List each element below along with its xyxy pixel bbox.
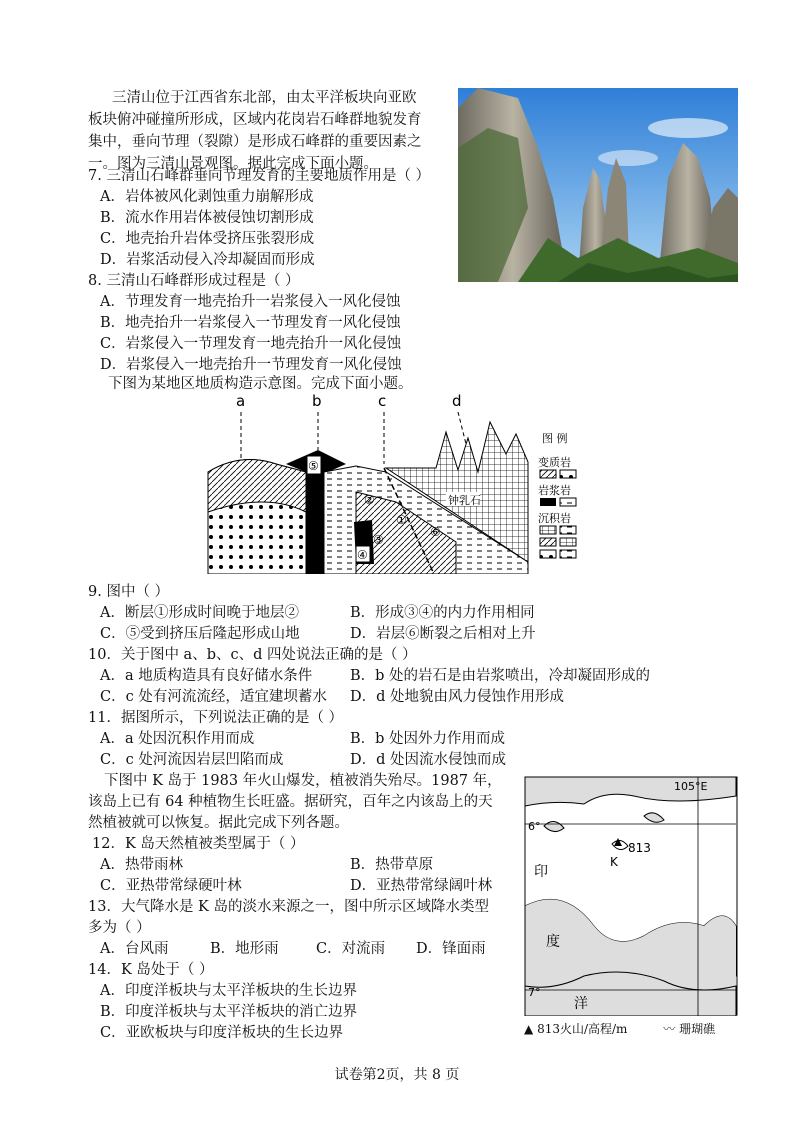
num-1: ① [396,513,407,527]
legend-magmatic: 岩浆岩 [538,484,571,497]
map-longitude: 105°E [674,780,708,793]
q11-option-a[interactable]: A．a 处因沉积作用而成 [100,731,255,747]
q11-stem: 11．据图所示，下列说法正确的是（ ） [88,710,344,726]
map-yang: 洋 [574,996,588,1012]
legend-title: 图 例 [542,432,568,445]
intro1-line: 集中，垂向节理（裂隙）是形成石峰群的重要因素之 [88,134,422,150]
q9-option-d[interactable]: D．岩层⑥断裂之后相对上升 [350,626,536,642]
q7-option-d[interactable]: D．岩浆活动侵入冷却凝固而形成 [100,252,315,268]
legend-metamorphic: 变质岩 [538,456,571,469]
q8-option-a[interactable]: A．节理发育一地壳抬升一岩浆侵入一风化侵蚀 [100,294,401,310]
label-d: d [452,392,462,410]
q12-option-b[interactable]: B．热带草原 [350,857,434,873]
q13-option-c[interactable]: C．对流雨 [316,941,386,957]
q10-option-c[interactable]: C．c 处有河流流经，适宜建坝蓄水 [100,689,327,705]
q8-option-b[interactable]: B．地壳抬升一岩浆侵入一节理发育一风化侵蚀 [100,315,401,331]
k-island-map [524,776,738,1016]
map-elevation: 813 [628,841,651,855]
q8-option-d[interactable]: D．岩浆侵入一地壳抬升一节理发育一风化侵蚀 [100,357,402,373]
num-5: ⑤ [308,459,319,473]
q9-option-b[interactable]: B．形成③④的内力作用相同 [350,605,535,621]
label-c: c [378,392,387,410]
num-3: ③ [373,533,384,547]
stalactite-label: 钟乳石 [448,494,481,507]
q13-option-a[interactable]: A．台风雨 [100,941,169,957]
q10-option-d[interactable]: D．d 处地貌由风力侵蚀作用形成 [350,689,565,705]
q11-option-b[interactable]: B．b 处因外力作用而成 [350,731,506,747]
intro1-line: 三清山位于江西省东北部，由太平洋板块向亚欧 [112,90,417,106]
q11-option-c[interactable]: C．c 处河流因岩层凹陷而成 [100,752,284,768]
q10-stem: 10．关于图中 a、b、c、d 四处说法正确的是（ ） [88,647,417,663]
q8-stem: 8. 三清山石峰群形成过程是（ ） [88,273,300,289]
q13-option-d[interactable]: D．锋面雨 [416,941,486,957]
label-a: a [236,392,246,410]
q10-option-a[interactable]: A．a 地质构造具有良好储水条件 [100,668,313,684]
reef-icon: 〰 [663,1022,676,1036]
intro2: 下图为某地区地质构造示意图。完成下面小题。 [108,376,413,392]
q14-stem: 14．K 岛处于（ ） [88,962,214,978]
num-4: ④ [357,548,368,562]
q10-option-b[interactable]: B．b 处的岩石是由岩浆喷出，冷却凝固形成的 [350,668,651,684]
q9-option-a[interactable]: A．断层①形成时间晚于地层② [100,605,299,621]
q7-option-b[interactable]: B．流水作用岩体被侵蚀切割形成 [100,210,314,226]
map-du: 度 [546,934,560,950]
q12-stem: 12．K 岛天然植被类型属于（ ） [92,836,305,852]
q7-stem: 7. 三清山石峰群垂向节理发育的主要地质作用是（ ） [88,168,431,184]
label-b: b [312,392,322,410]
q13-option-b[interactable]: B．地形雨 [210,941,279,957]
num-6: ⑥ [430,525,441,539]
sanqingshan-photo [458,88,738,282]
map-island-k: K [610,855,618,869]
q8-option-c[interactable]: C．岩浆侵入一节理发育一地壳抬升一风化侵蚀 [100,336,402,352]
num-2: ② [364,493,375,507]
q9-stem: 9. 图中（ ） [88,584,170,600]
map-yin: 印 [534,864,548,880]
q7-option-a[interactable]: A．岩体被风化剥蚀重力崩解形成 [100,189,314,205]
intro3-line: 下图中 K 岛于 1983 年火山爆发，植被消失殆尽。1987 年， [104,773,502,789]
page-footer: 试卷第2页，共 8 页 [334,1067,460,1083]
geology-diagram [206,392,606,574]
q12-option-d[interactable]: D．亚热带常绿阔叶林 [350,878,493,894]
q9-option-c[interactable]: C．⑤受到挤压后隆起形成山地 [100,626,300,642]
intro3-line: 然植被就可以恢复。据此完成下列各题。 [88,815,349,831]
q14-option-b[interactable]: B．印度洋板块与太平洋板块的消亡边界 [100,1004,358,1020]
q13-stem-cont: 多为（ ） [88,920,151,936]
legend-reef: 珊瑚礁 [679,1022,716,1036]
q12-option-c[interactable]: C．亚热带常绿硬叶林 [100,878,242,894]
map-legend [524,1020,715,1037]
q12-option-a[interactable]: A．热带雨林 [100,857,183,873]
map-lat7: 7° [528,986,541,999]
q14-option-c[interactable]: C．亚欧板块与印度洋板块的生长边界 [100,1025,344,1041]
q14-option-a[interactable]: A．印度洋板块与太平洋板块的生长边界 [100,983,357,999]
legend-sedimentary: 沉积岩 [538,512,571,525]
q11-option-d[interactable]: D．d 处因流水侵蚀而成 [350,752,507,768]
intro1-line: 板块俯冲碰撞所形成，区域内花岗岩石峰群地貌发育 [88,112,422,128]
volcano-icon: ▲ [524,1022,534,1036]
q13-stem: 13．大气降水是 K 岛的淡水来源之一，图中所示区域降水类型 [88,899,489,915]
intro1-line: 一。图为三清山景观图。据此完成下面小题。 [88,156,378,172]
q7-option-c[interactable]: C．地壳抬升岩体受挤压张裂形成 [100,231,315,247]
legend-volcano: 813火山/高程/m [537,1022,628,1036]
map-lat6: 6° [528,820,541,833]
intro3-line: 该岛上已有 64 种植物生长旺盛。据研究，百年之内该岛上的天 [88,794,493,810]
